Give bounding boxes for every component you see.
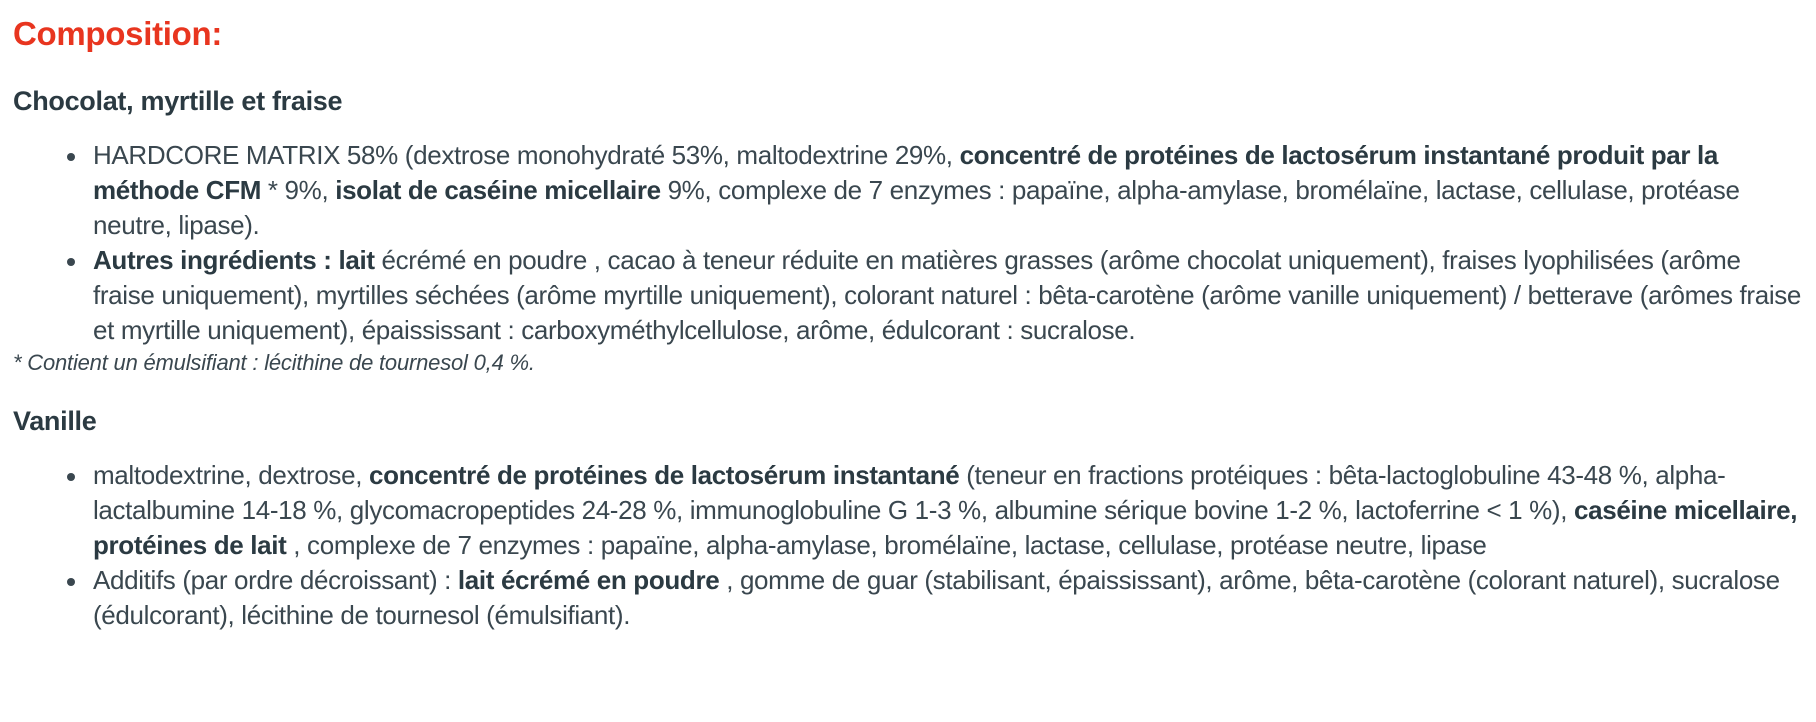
list-item — [93, 138, 1803, 243]
item-bold: concentré de protéines de lactosérum instantané — [368, 460, 960, 490]
item-text: Additifs (par ordre décroissant) : — [93, 565, 458, 595]
item-text: HARDCORE MATRIX 58% (dextrose monohydraté 53%, maltodextrine 29%, — [93, 140, 960, 170]
item-text: * 9%, — [261, 175, 336, 205]
composition-title: Composition: — [13, 15, 223, 52]
ingredient-list-vanille — [13, 458, 1803, 633]
item-text: maltodextrine, dextrose, — [93, 460, 369, 490]
section-heading-vanille: Vanille — [13, 406, 97, 436]
footnote: * Contient un émulsifiant : lécithine de tournesol 0,4 %. — [13, 350, 535, 375]
item-text: 9%, complexe de 7 enzymes : papaïne, alpha-amylase, bromélaïne, lactase, cellulase, protéase neutre, lipase). — [93, 175, 1740, 240]
item-bold: isolat de caséine micellaire — [335, 175, 661, 205]
item-text: , gomme de guar (stabilisant, épaississant), arôme, bêta-carotène (colorant naturel), sucralose (édulcorant), lécithine de tournesol (émulsifiant). — [93, 565, 1780, 630]
item-bold: lait écrémé en poudre — [457, 565, 720, 595]
item-text: , complexe de 7 enzymes : papaïne, alpha-amylase, bromélaïne, lactase, cellulase, protéase neutre, lipase — [286, 530, 1487, 560]
item-bold: concentré de protéines de lactosérum instantané produit par la méthode CFM — [93, 140, 1719, 205]
list-item — [93, 563, 1803, 633]
item-text: (teneur en fractions protéiques : bêta-lactoglobuline 43-48 %, alpha-lactalbumine 14-18 %, glycomacropeptides 24-28 %, immunoglobuline G 1-3 %, albumine sérique bovine 1-2 %, lactoferrine < 1 %), — [93, 460, 1726, 525]
ingredient-list-chocolat — [13, 138, 1803, 348]
item-text: écrémé en poudre , cacao à teneur réduite en matières grasses (arôme chocolat uniquement), fraises lyophilisées (arôme fraise uniquement), myrtilles séchées (arôme myrtille uniquement), colorant naturel : bêta-carotène (arôme vanille uniquement) / betterave (arômes fraise et myrtille uniquement), épaississant : carboxyméthylcellulose, arôme, édulcorant : sucralose. — [93, 245, 1802, 345]
item-bold: caséine micellaire, protéines de lait — [93, 495, 1798, 560]
item-bold: Autres ingrédients : lait — [93, 245, 375, 275]
list-item — [93, 458, 1803, 563]
list-item — [93, 243, 1803, 348]
section-heading-chocolat: Chocolat, myrtille et fraise — [13, 86, 343, 116]
